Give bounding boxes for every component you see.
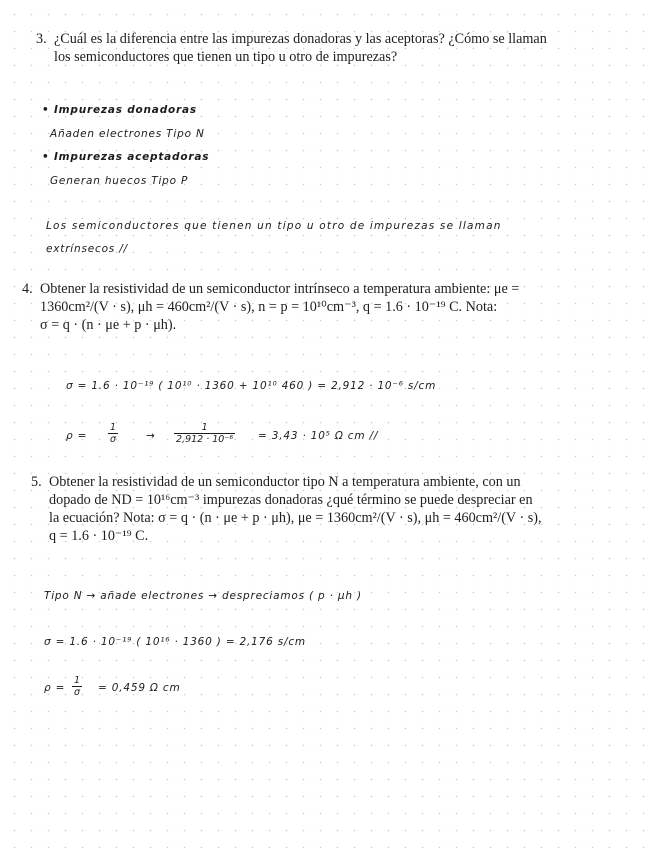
answer-3-bullet-2: • Impurezas aceptadoras xyxy=(42,151,210,163)
answer-4-rho-fraction-2-top: 1 xyxy=(174,422,235,434)
answer-5-rho-fraction-top: 1 xyxy=(74,675,81,686)
question-4 xyxy=(22,280,520,334)
question-4-line-2: 1360cm²/(V · s), μh = 460cm²/(V · s), n = p = 10¹⁰cm⁻³, q = 1.6 · 10⁻¹⁹ C. Nota: xyxy=(40,299,498,315)
answer-3-line-1: Añaden electrones Tipo N xyxy=(50,128,205,140)
answer-3-bullet-1: • Impurezas donadoras xyxy=(42,104,197,116)
answer-5-rho-fraction-bottom: σ xyxy=(74,687,81,698)
question-3 xyxy=(36,30,547,66)
question-5-line-2: dopado de ND = 10¹⁶cm⁻³ impurezas donadoras ¿qué término se puede despreciar en xyxy=(49,492,533,508)
question-5-line-4: q = 1.6 · 10⁻¹⁹ C. xyxy=(49,528,149,544)
answer-4-rho-fraction-2-bottom: 2,912 · 10⁻⁶ xyxy=(176,434,234,445)
question-3-number: 3. xyxy=(36,31,47,47)
answer-5-rho-prefix: ρ = xyxy=(44,682,66,694)
question-5-number: 5. xyxy=(31,474,42,490)
answer-5-sigma: σ = 1.6 · 10⁻¹⁹ ( 10¹⁶ · 1360 ) = 2,176 s/cm xyxy=(44,636,306,648)
answer-4-sigma: σ = 1.6 · 10⁻¹⁹ ( 10¹⁰ · 1360 + 10¹⁰ 460 ) = 2,912 · 10⁻⁶ s/cm xyxy=(66,380,437,392)
answer-4-rho-fraction-top: 1 xyxy=(110,422,117,433)
answer-4-rho-result: = 3,43 · 10⁵ Ω cm // xyxy=(258,430,379,442)
question-5 xyxy=(31,473,542,545)
answer-4-rho-fraction-bottom: σ xyxy=(110,434,117,445)
answer-4-rho-fraction xyxy=(108,422,118,445)
answer-4-rho-prefix: ρ = xyxy=(66,430,88,442)
answer-3-line-2: Generan huecos Tipo P xyxy=(50,175,189,187)
answer-5-rho-fraction xyxy=(72,675,82,698)
question-4-number: 4. xyxy=(22,281,33,297)
answer-4-rho-fraction-2 xyxy=(174,422,235,445)
answer-5-rho-result: = 0,459 Ω cm xyxy=(98,682,181,694)
answer-5-line-1: Tipo N → añade electrones → despreciamos ( p · μh ) xyxy=(44,590,362,602)
question-4-line-3: σ = q · (n · μe + p · μh). xyxy=(40,317,177,333)
answer-3-conclusion-1: Los semiconductores que tienen un tipo u otro de impurezas se llaman xyxy=(46,220,502,232)
question-3-line-2: los semiconductores que tienen un tipo u otro de impurezas? xyxy=(54,49,398,65)
question-5-line-3: la ecuación? Nota: σ = q · (n · μe + p · μh), μe = 1360cm²/(V · s), μh = 460cm²/(V · s), xyxy=(49,510,542,526)
question-5-line-1: Obtener la resistividad de un semiconductor tipo N a temperatura ambiente, con un xyxy=(49,474,521,490)
answer-3-conclusion-2: extrínsecos // xyxy=(46,243,128,255)
question-3-line-1: ¿Cuál es la diferencia entre las impurezas donadoras y las aceptoras? ¿Cómo se llaman xyxy=(54,31,547,47)
answer-4-arrow: → xyxy=(146,430,156,442)
question-4-line-1: Obtener la resistividad de un semiconductor intrínseco a temperatura ambiente: μe = xyxy=(40,281,520,297)
